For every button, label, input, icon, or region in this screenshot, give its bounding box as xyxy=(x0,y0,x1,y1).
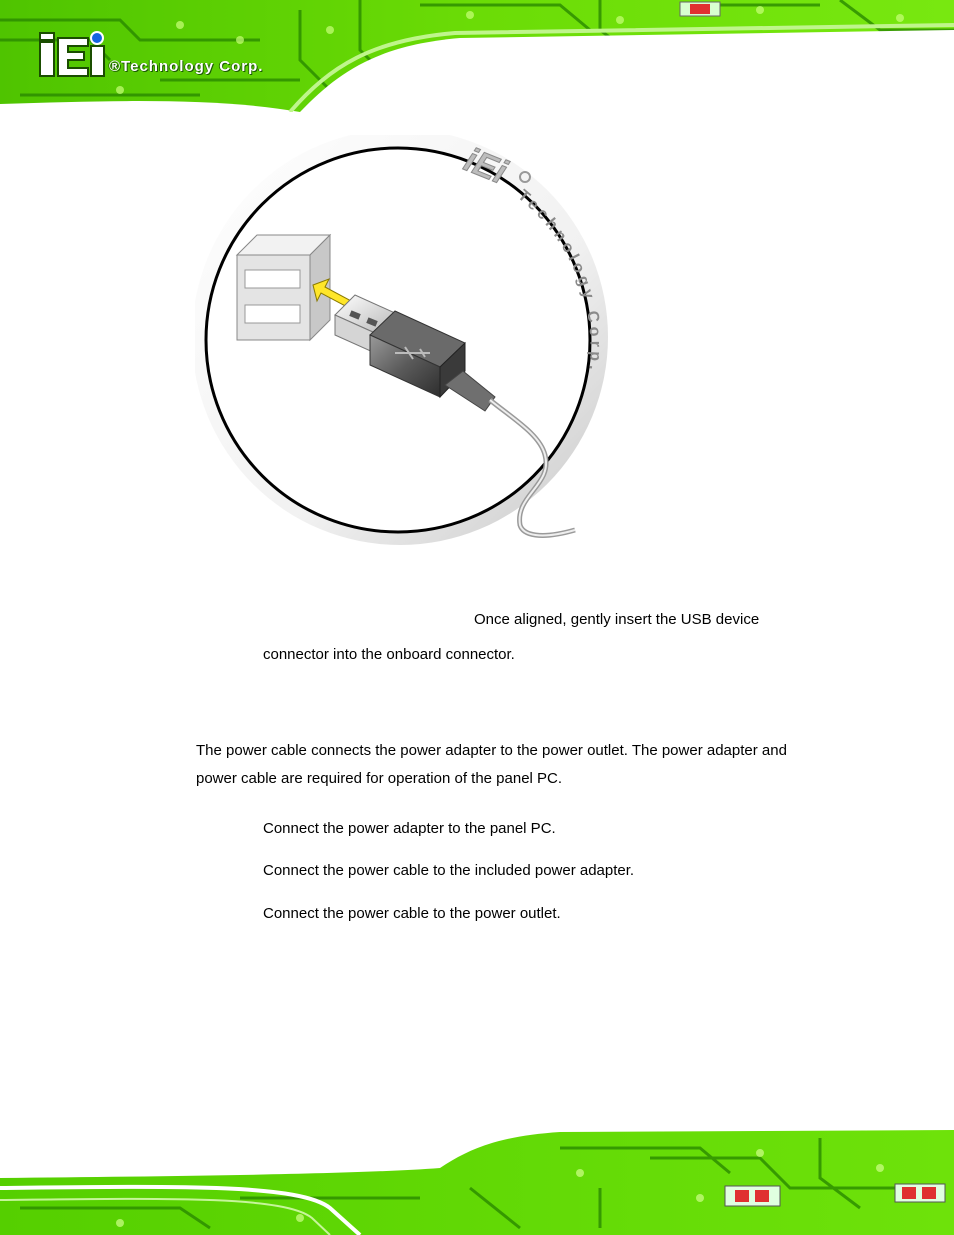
page-header xyxy=(0,0,954,112)
power-step-3: Connect the power cable to the power outlet. xyxy=(263,905,561,922)
svg-text:iEi: iEi xyxy=(458,140,512,192)
pcb-header-graphic xyxy=(0,0,954,112)
page-footer xyxy=(0,1128,954,1235)
usb-connection-figure xyxy=(195,135,625,545)
power-intro-line2: power cable are required for operation of the panel PC. xyxy=(196,770,563,787)
step-text-line2: connector into the onboard connector. xyxy=(263,646,515,663)
step-text-line1: Once aligned, gently insert the USB device xyxy=(474,611,760,628)
iei-logo-icon xyxy=(40,32,104,76)
power-step-2: Connect the power cable to the included power adapter. xyxy=(263,862,635,879)
power-intro-line1: The power cable connects the power adapter to the power outlet. The power adapter and xyxy=(196,742,787,759)
brand-name: ®Technology Corp. xyxy=(109,58,264,75)
power-step-1: Connect the power adapter to the panel PC. xyxy=(263,820,556,837)
pcb-footer-graphic xyxy=(0,1128,954,1235)
watermark-text: Technology Corp. xyxy=(514,186,604,375)
